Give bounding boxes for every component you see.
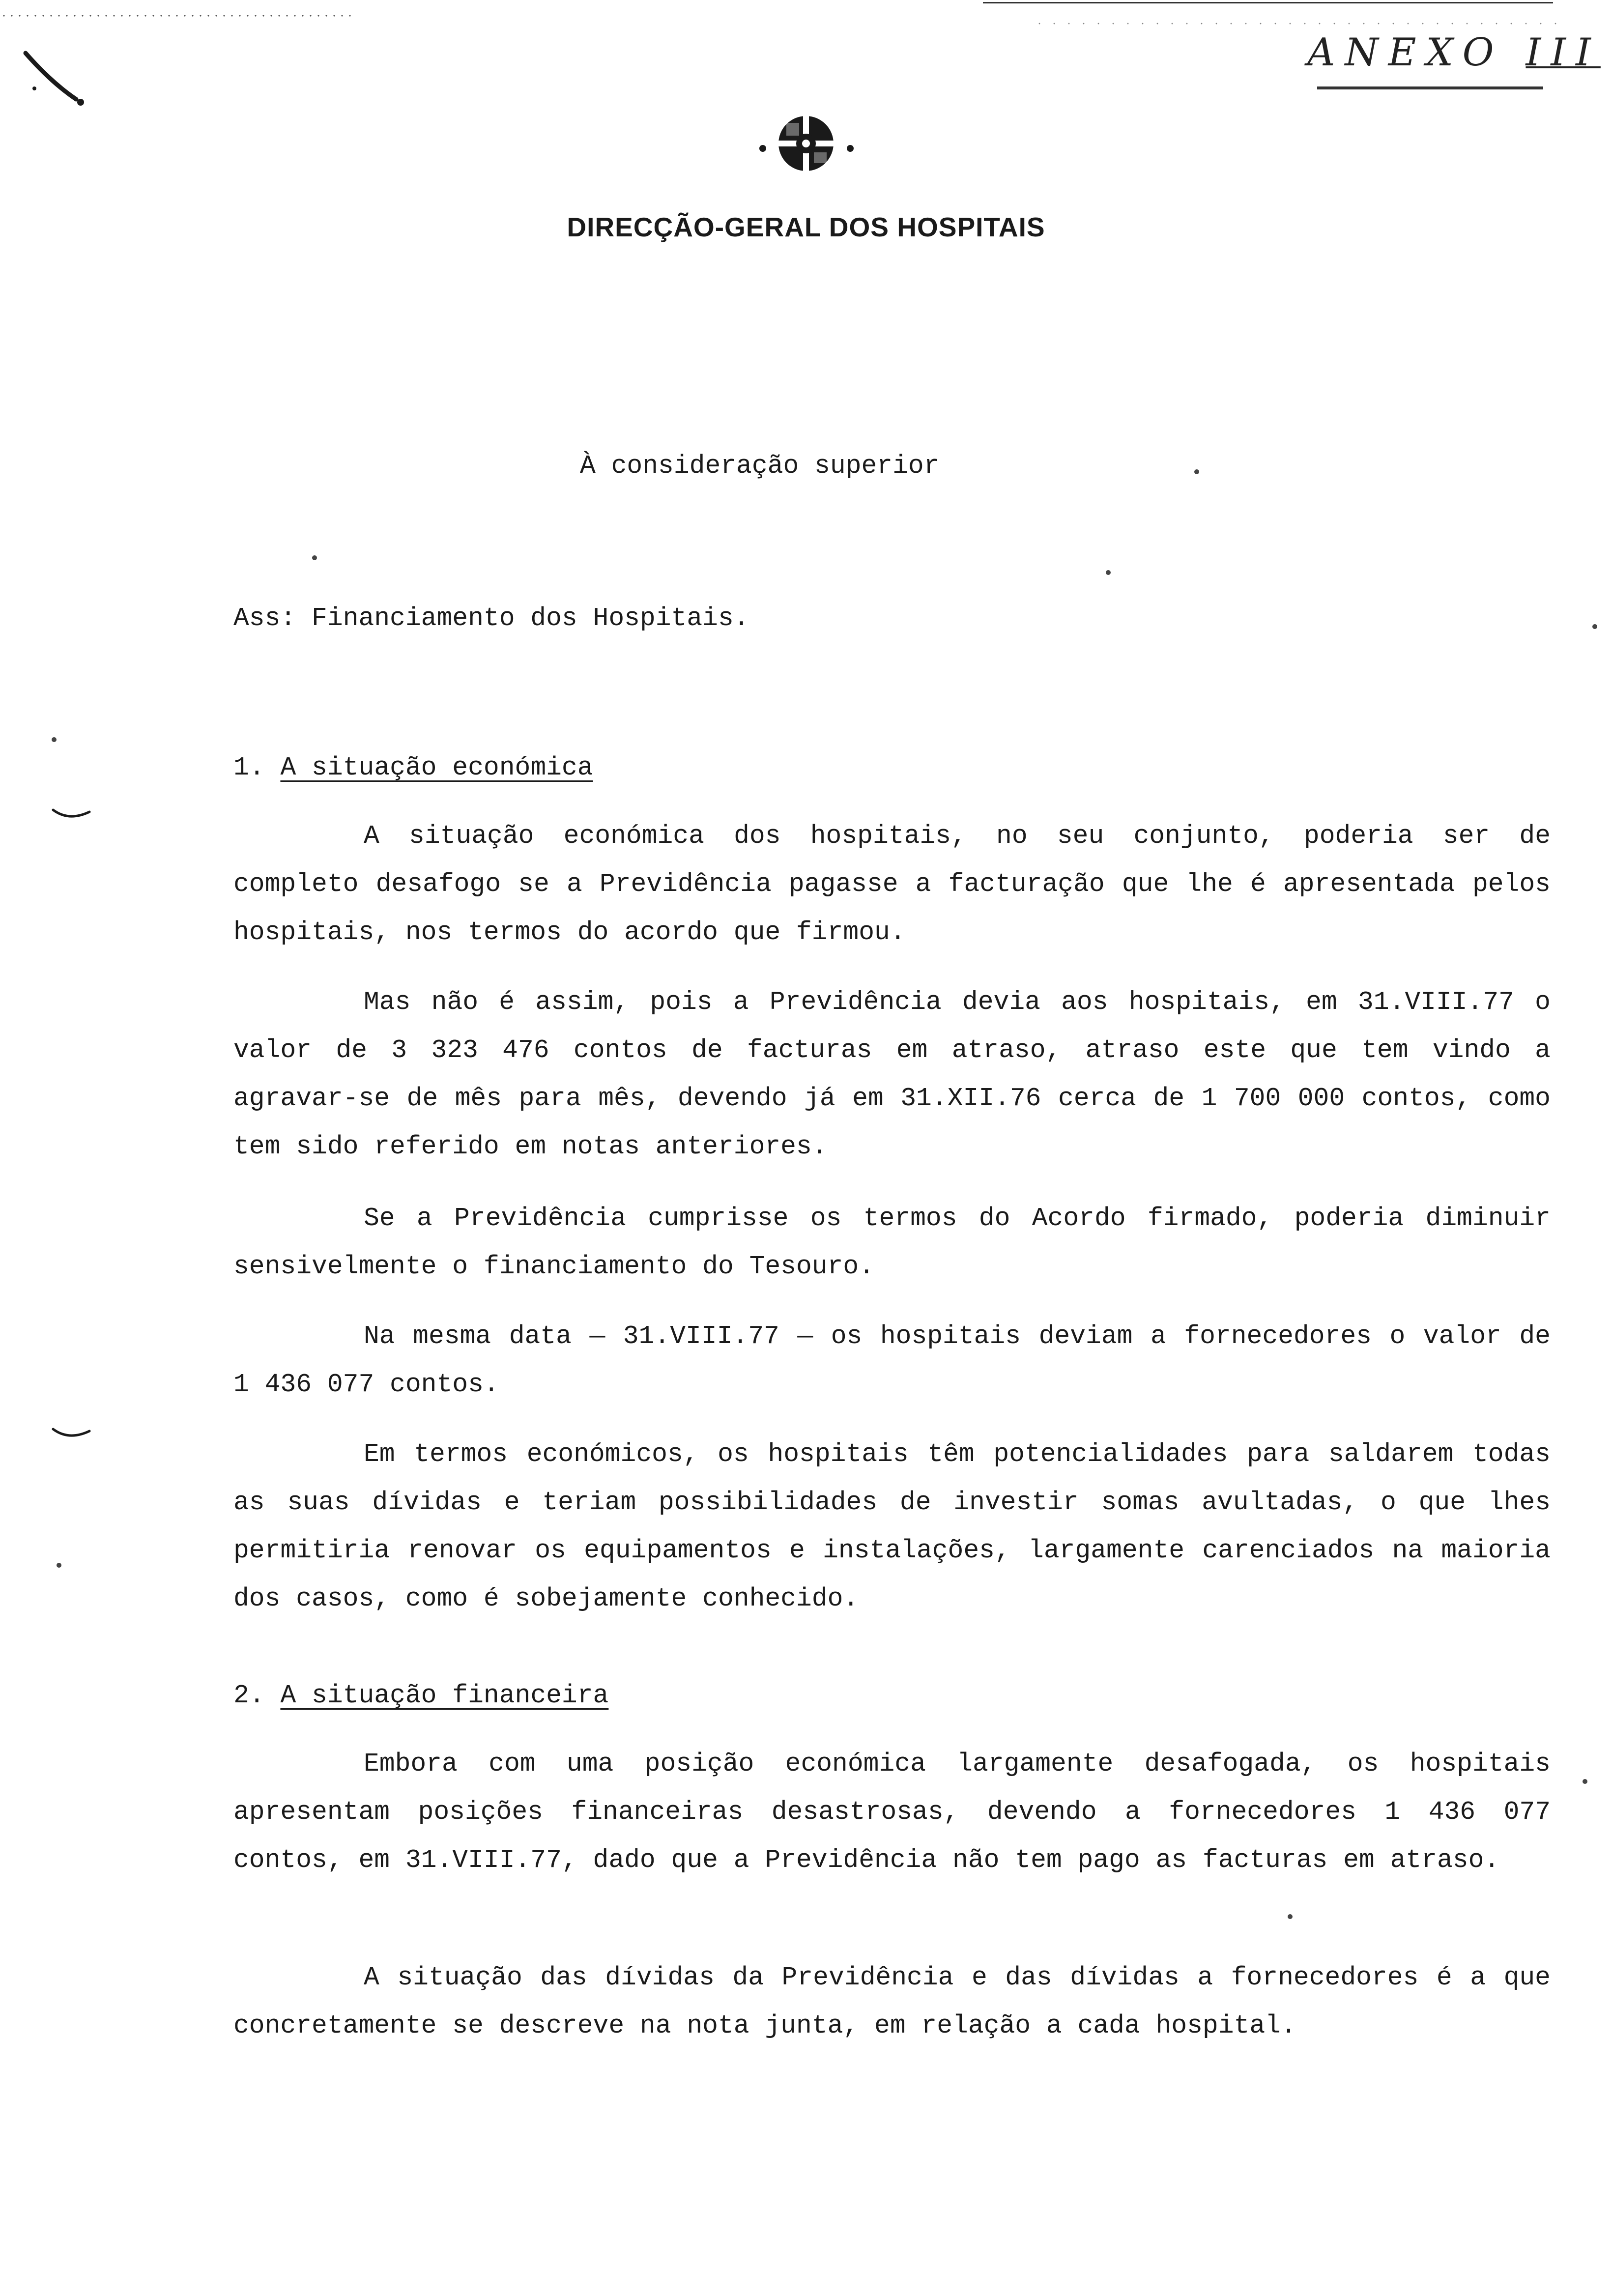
paragraph: Embora com uma posição económica largamente desafogada, os hospitais apresentam posições financeiras desastrosas, devendo a fornecedores 1 436 077 contos, em 31.VIII.77, dado que a Previdência não tem pago as facturas em atraso. bbox=[233, 1749, 1551, 1875]
annex-underline bbox=[1317, 86, 1543, 89]
scan-speck bbox=[1106, 570, 1111, 575]
scan-speck bbox=[57, 1563, 61, 1568]
scan-artifact-rule bbox=[983, 2, 1553, 3]
margin-mark bbox=[49, 1425, 93, 1445]
section-title: A situação financeira bbox=[280, 1681, 609, 1710]
paragraph: Se a Previdência cumprisse os termos do Acordo firmado, poderia diminuir sensivelmente o financiamento do Tesouro. bbox=[233, 1204, 1551, 1281]
agency-title: DIRECÇÃO-GERAL DOS HOSPITAIS bbox=[567, 212, 1045, 242]
ministry-emblem-icon bbox=[752, 108, 860, 182]
scan-speck bbox=[1583, 1779, 1587, 1784]
paragraph: Em termos económicos, os hospitais têm potencialidades para saldarem todas as suas dívidas e teriam possibilidades de investir somas avultadas, o que lhes permitiria renovar os equipamentos e instalações, largamente carenciados na maioria dos casos, como é sobejamente conhecido. bbox=[233, 1439, 1551, 1613]
scan-speck bbox=[52, 737, 57, 742]
scan-artifact-dots bbox=[1032, 23, 1563, 25]
margin-mark bbox=[49, 806, 93, 826]
section-number: 1. bbox=[233, 753, 265, 782]
handwritten-slash-mark bbox=[20, 44, 88, 108]
annex-stamp bbox=[1307, 30, 1601, 104]
scan-speck bbox=[1288, 1914, 1293, 1919]
scan-speck bbox=[1592, 624, 1597, 629]
salutation: À consideração superior bbox=[580, 451, 940, 481]
section-number: 2. bbox=[233, 1681, 265, 1710]
paragraph: A situação das dívidas da Previdência e das dívidas a fornecedores é a que concretamente se descreve na nota junta, em relação a cada hospital. bbox=[233, 1963, 1551, 2040]
scan-artifact-dots bbox=[0, 15, 354, 17]
paragraph: Na mesma data — 31.VIII.77 — os hospitais deviam a fornecedores o valor de 1 436 077 contos. bbox=[233, 1321, 1551, 1399]
scan-speck bbox=[1194, 469, 1199, 474]
scan-speck bbox=[312, 555, 317, 560]
paragraph: Mas não é assim, pois a Previdência devia aos hospitais, em 31.VIII.77 o valor de 3 323 476 contos de facturas em atraso, atraso este que tem vindo a agravar-se de mês para mês, devendo já em 31.XII.76 cerca de 1 700 000 contos, como tem sido referido em notas anteriores. bbox=[233, 987, 1551, 1161]
subject-line: Ass: Financiamento dos Hospitais. bbox=[233, 603, 749, 633]
annex-number: III bbox=[1526, 30, 1601, 75]
section-heading bbox=[233, 1681, 608, 1710]
annex-label: ANEXO bbox=[1307, 30, 1504, 75]
section-heading bbox=[233, 753, 593, 782]
paragraph: A situação económica dos hospitais, no seu conjunto, poderia ser de completo desafogo se a Previdência pagasse a facturação que lhe é apresentada pelos hospitais, nos termos do acordo que firmou. bbox=[233, 821, 1551, 947]
section-title: A situação económica bbox=[280, 753, 593, 782]
